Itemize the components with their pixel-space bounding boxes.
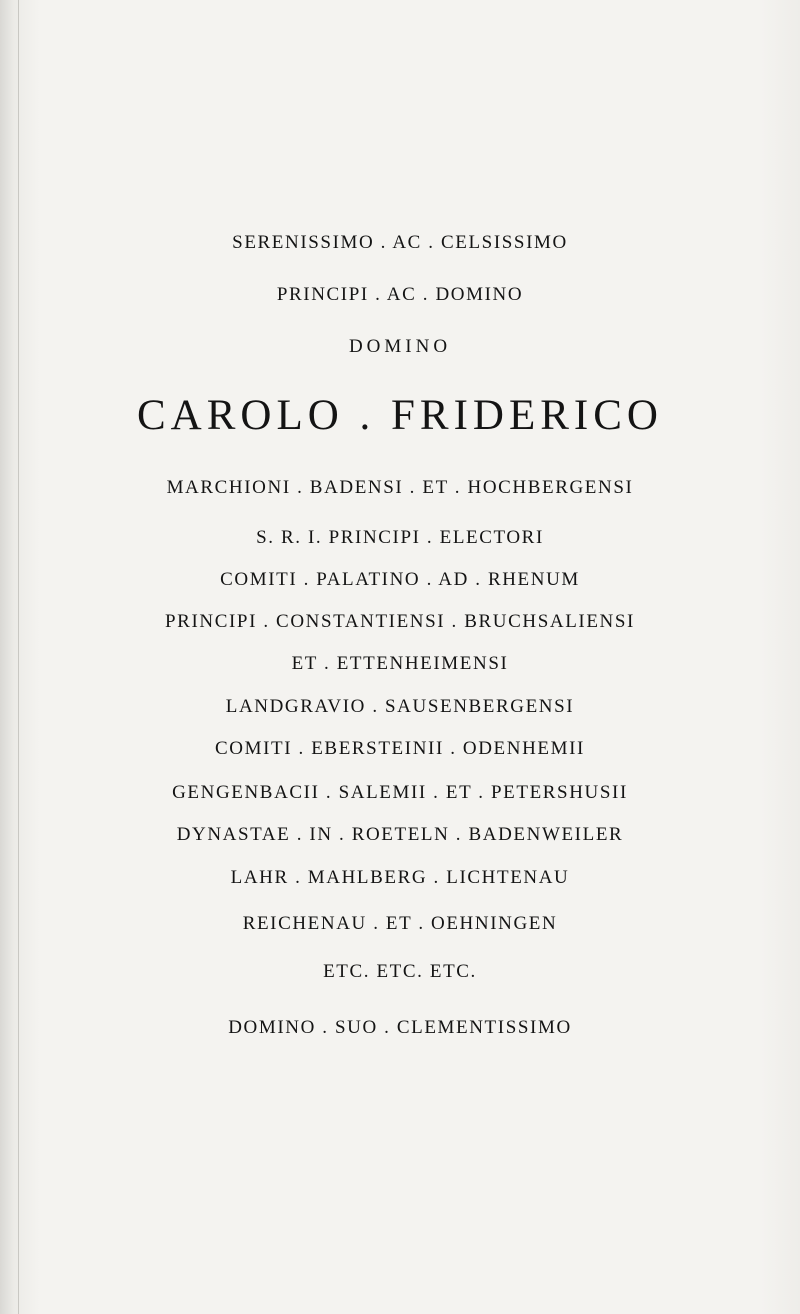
dedication-line-14: LAHR . MAHLBERG . LICHTENAU: [230, 867, 570, 888]
dedication-name: CAROLO . FRIDERICO: [136, 392, 663, 439]
dedication-line-12: GENGENBACII . SALEMII . ET . PETERSHUSII: [172, 782, 628, 803]
dedication-line-3: DOMINO: [348, 336, 452, 357]
dedication-line-8: PRINCIPI . CONSTANTIENSI . BRUCHSALIENSI: [165, 611, 635, 632]
dedication-line-7: COMITI . PALATINO . AD . RHENUM: [220, 569, 580, 590]
dedication-line-9: ET . ETTENHEIMENSI: [291, 653, 509, 674]
dedication-line-5: MARCHIONI . BADENSI . ET . HOCHBERGENSI: [166, 477, 634, 498]
dedication-line-10: LANDGRAVIO . SAUSENBERGENSI: [225, 696, 575, 717]
dedication-line-13: DYNASTAE . IN . ROETELN . BADENWEILER: [176, 824, 624, 845]
dedication-line-17: DOMINO . SUO . CLEMENTISSIMO: [228, 1017, 572, 1038]
dedication-line-16: ETC. ETC. ETC.: [323, 961, 477, 982]
dedication-line-6: S. R. I. PRINCIPI . ELECTORI: [256, 527, 544, 548]
dedication-line-2: PRINCIPI . AC . DOMINO: [276, 284, 524, 305]
dedication-line-11: COMITI . EBERSTEINII . ODENHEMII: [215, 738, 585, 759]
dedication-line-15: REICHENAU . ET . OEHNINGEN: [242, 913, 558, 934]
dedication-line-1: SERENISSIMO . AC . CELSISSIMO: [232, 232, 568, 253]
